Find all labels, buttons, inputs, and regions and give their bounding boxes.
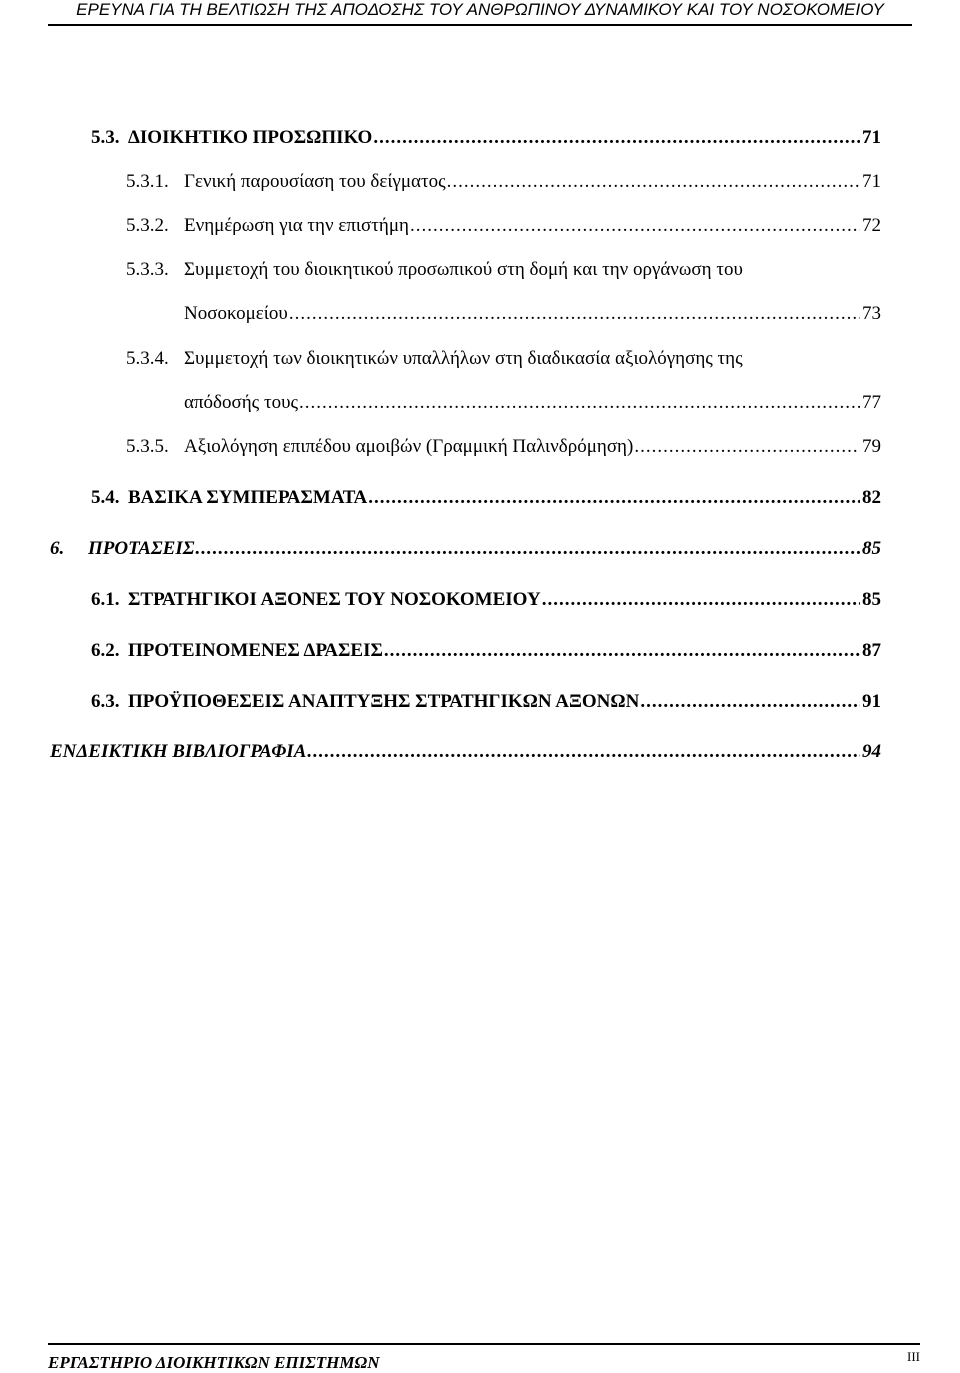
toc-entry-title: Ενημέρωση για την επιστήμη bbox=[184, 215, 409, 236]
dot-leader bbox=[307, 740, 860, 764]
toc-entry-5-4[interactable]: 5.4. ΒΑΣΙΚΑ ΣΥΜΠΕΡΑΣΜΑΤΑ ..... 82 bbox=[91, 486, 881, 510]
dot-leader bbox=[640, 690, 860, 714]
toc-entry-title: ΠΡΟΤΕΙΝΟΜΕΝΕΣ ΔΡΑΣΕΙΣ bbox=[128, 640, 383, 661]
dot-leader bbox=[299, 391, 860, 415]
toc-entry-title-continued: Νοσοκομείου bbox=[184, 303, 288, 324]
dot-leader bbox=[410, 214, 860, 238]
toc-entry-5-3-3-line2[interactable] bbox=[184, 302, 881, 326]
toc-entry-5-3[interactable]: 5.3. ΔΙΟΙΚΗΤΙΚΟ ΠΡΟΣΩΠΙΚΟ ..... 71 bbox=[91, 126, 881, 150]
dot-leader bbox=[384, 639, 860, 663]
toc-page-number: 79 bbox=[862, 436, 881, 457]
toc-entry-title: Συμμετοχή των διοικητικών υπαλλήλων στη διαδικασία αξιολόγησης της bbox=[184, 348, 743, 369]
toc-page-number: 87 bbox=[862, 640, 881, 661]
toc-page-number: 82 bbox=[862, 487, 881, 508]
toc-entry-6[interactable]: 6. ΠΡΟΤΑΣΕΙΣ ..... 85 bbox=[50, 537, 881, 561]
dot-leader bbox=[542, 588, 860, 612]
toc-entry-title: ΠΡΟΫΠΟΘΕΣΕΙΣ ΑΝΑΠΤΥΞΗΣ ΣΤΡΑΤΗΓΙΚΩΝ ΑΞΟΝΩΝ bbox=[128, 691, 640, 712]
toc-entry-title: ΠΡΟΤΑΣΕΙΣ bbox=[88, 538, 195, 559]
dot-leader bbox=[289, 302, 860, 326]
toc-entry-5-3-1[interactable]: 5.3.1. Γενική παρουσίαση του δείγματος ..... 71 bbox=[126, 170, 881, 194]
toc-entry-title: Γενική παρουσίαση του δείγματος bbox=[184, 171, 446, 192]
toc-page-number: 91 bbox=[862, 691, 881, 712]
toc-entry-5-3-4-line1[interactable]: 5.3.4. Συμμετοχή των διοικητικών υπαλλήλων στη διαδικασία αξιολόγησης της bbox=[126, 348, 743, 369]
toc-entry-title: Συμμετοχή του διοικητικού προσωπικού στη δομή και την οργάνωση του bbox=[184, 259, 743, 280]
toc-entry-title-continued: απόδοσής τους bbox=[184, 392, 299, 413]
toc-page-number: 85 bbox=[862, 538, 881, 559]
toc-entry-title: ΔΙΟΙΚΗΤΙΚΟ ΠΡΟΣΩΠΙΚΟ bbox=[128, 127, 373, 148]
toc-entry-title: ΕΝΔΕΙΚΤΙΚΗ ΒΙΒΛΙΟΓΡΑΦΙΑ bbox=[50, 741, 307, 762]
dot-leader bbox=[373, 126, 860, 150]
toc-page-number: 72 bbox=[862, 215, 881, 236]
toc-page-number: 71 bbox=[862, 171, 881, 192]
toc-entry-6-3[interactable]: 6.3. ΠΡΟΫΠΟΘΕΣΕΙΣ ΑΝΑΠΤΥΞΗΣ ΣΤΡΑΤΗΓΙΚΩΝ ΑΞΟΝΩΝ ..... 91 bbox=[91, 690, 881, 714]
page-number: III bbox=[907, 1349, 920, 1364]
toc-entry-5-3-3-line1[interactable]: 5.3.3. Συμμετοχή του διοικητικού προσωπικού στη δομή και την οργάνωση του bbox=[126, 259, 743, 280]
toc-page-number: 77 bbox=[862, 392, 881, 413]
toc-page-number: 73 bbox=[862, 303, 881, 324]
toc-page-number: 71 bbox=[862, 127, 881, 148]
page-footer bbox=[48, 1343, 920, 1373]
toc-entry-bibliography[interactable] bbox=[50, 740, 881, 764]
toc-entry-title: ΒΑΣΙΚΑ ΣΥΜΠΕΡΑΣΜΑΤΑ bbox=[128, 487, 368, 508]
toc-page-number: 85 bbox=[862, 589, 881, 610]
toc-entry-5-3-2[interactable]: 5.3.2. Ενημέρωση για την επιστήμη ..... 72 bbox=[126, 214, 881, 238]
toc-entry-title: Αξιολόγηση επιπέδου αμοιβών (Γραμμική Παλινδρόμηση) bbox=[184, 436, 634, 457]
toc-entry-6-2[interactable]: 6.2. ΠΡΟΤΕΙΝΟΜΕΝΕΣ ΔΡΑΣΕΙΣ ..... 87 bbox=[91, 639, 881, 663]
dot-leader bbox=[447, 170, 860, 194]
toc-entry-6-1[interactable]: 6.1. ΣΤΡΑΤΗΓΙΚΟΙ ΑΞΟΝΕΣ ΤΟΥ ΝΟΣΟΚΟΜΕΙΟΥ ..... 85 bbox=[91, 588, 881, 612]
toc-page-number: 94 bbox=[862, 741, 881, 762]
toc-entry-5-3-4-line2[interactable] bbox=[184, 391, 881, 415]
dot-leader bbox=[195, 537, 860, 561]
dot-leader bbox=[634, 435, 860, 459]
page-header bbox=[48, 0, 912, 26]
toc-entry-5-3-5[interactable]: 5.3.5. Αξιολόγηση επιπέδου αμοιβών (Γραμμική Παλινδρόμηση) ..... 79 bbox=[126, 435, 881, 459]
footer-label: ΕΡΓΑΣΤΗΡΙΟ ΔΙΟΙΚΗΤΙΚΩΝ ΕΠΙΣΤΗΜΩΝ bbox=[48, 1353, 380, 1372]
header-text: ΕΡΕΥΝΑ ΓΙΑ ΤΗ ΒΕΛΤΙΩΣΗ ΤΗΣ ΑΠΟΔΟΣΗΣ ΤΟΥ ΑΝΘΡΩΠΙΝΟΥ ΔΥΝΑΜΙΚΟΥ ΚΑΙ ΤΟΥ ΝΟΣΟΚΟΜΕΙΟΥ bbox=[76, 0, 884, 19]
toc-entry-title: ΣΤΡΑΤΗΓΙΚΟΙ ΑΞΟΝΕΣ ΤΟΥ ΝΟΣΟΚΟΜΕΙΟΥ bbox=[128, 589, 541, 610]
dot-leader bbox=[368, 486, 860, 510]
